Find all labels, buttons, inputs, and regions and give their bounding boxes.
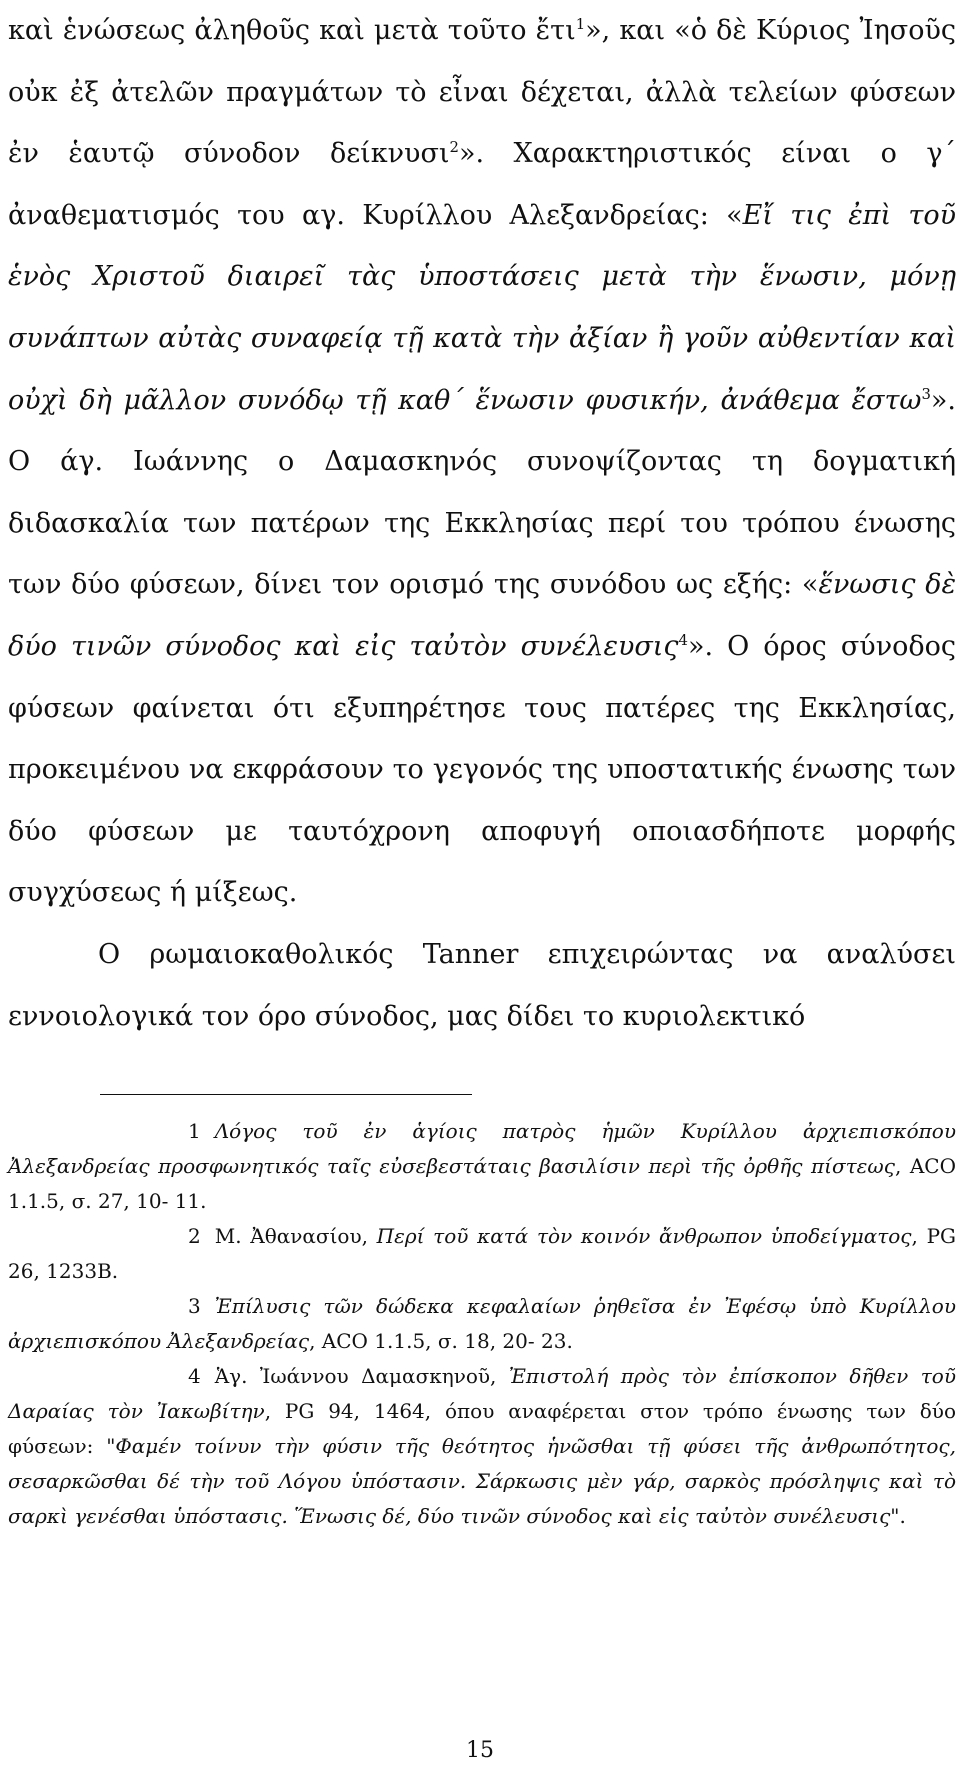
p1-italic-quote-2: ἕνωσις δὲ δύο τινῶν σύνοδος καὶ εἰς ταὐτὸν συνέλευσις xyxy=(8,569,956,662)
footnote-ref-2: 2 xyxy=(449,138,459,157)
footnote-number: 4 xyxy=(188,1364,201,1388)
p1-text-3: ». Χαρακτηριστικός είναι ο γ΄ ἀναθεματισμός του αγ. Κυρίλλου Αλεξανδρείας: « xyxy=(8,138,956,231)
footnote-3 xyxy=(8,1289,956,1359)
footnote-number: 2 xyxy=(188,1224,201,1248)
footnote-italic: Ἐπιστολή πρὸς τὸν ἐπίσκοπον δῆθεν τοῦ Δαραίας τὸν Ἰακωβίτην xyxy=(8,1364,956,1423)
footnote-ref-4: 4 xyxy=(678,630,688,649)
footnote-1 xyxy=(8,1114,956,1219)
footnote-4 xyxy=(8,1359,956,1534)
footnote-lead: Μ. Ἀθανασίου, xyxy=(214,1224,377,1248)
footnote-number: 3 xyxy=(188,1294,201,1318)
p1-text-4: ». Ο άγ. Ιωάννης ο Δαμασκηνός συνοψίζοντας τη δογματική διδασκαλία των πατέρων της Εκκλησίας περί του τρόπου ένωσης των δύο φύσεων, δίνει τον ορισμό της συνόδου ως εξής: « xyxy=(8,384,956,601)
footnote-ref-1: 1 xyxy=(575,15,586,33)
footnote-separator xyxy=(100,1094,472,1095)
footnote-tail: ". xyxy=(890,1504,906,1528)
footnote-italic: Περί τοῦ κατά τὸν κοινόν ἄνθρωπον ὑποδείγματος xyxy=(376,1224,912,1248)
p1-italic-quote-1: Εἴ τις ἐπὶ τοῦ ἑνὸς Χριστοῦ διαιρεῖ τὰς ὑποστάσεις μετὰ τὴν ἕνωσιν, μόνῃ συνάπτων αὐτὰς συναφείᾳ τῇ κατὰ τὴν ἀξίαν ἢ γοῦν αὐθεντίαν καὶ οὐχὶ δὴ μᾶλλον συνόδῳ τῇ καθ΄ ἕνωσιν φυσικήν, ἀνάθεμα ἔστω xyxy=(8,199,956,416)
footnote-number: 1 xyxy=(188,1119,201,1143)
footnote-text: , ACO 1.1.5, σ. 18, 20- 23. xyxy=(309,1329,573,1353)
footnote-2 xyxy=(8,1219,956,1289)
paragraph-1 xyxy=(8,0,956,924)
p1-text-5: ». Ο όρος σύνοδος φύσεων φαίνεται ότι εξυπηρέτησε τους πατέρες της Εκκλησίας, προκειμένου να εκφράσουν το γεγονός της υποστατικής ένωσης των δύο φύσεων με ταυτόχρονη αποφυγή οποιασδήποτε μορφής συγχύσεως ή μίξεως. xyxy=(8,630,956,909)
footnote-italic: Ἐπίλυσις τῶν δώδεκα κεφαλαίων ῥηθεῖσα ἐν Ἐφέσῳ ὑπὸ Κυρίλλου ἀρχιεπισκόπου Ἀλεξανδρείας xyxy=(8,1294,956,1353)
paragraph-2: Ο ρωμαιοκαθολικός Tanner επιχειρώντας να αναλύσει εννοιολογικά τον όρο σύνοδος, μας δίδει το κυριολεκτικό xyxy=(8,938,956,1032)
footnote-italic: Λόγος τοῦ ἐν ἁγίοις πατρὸς ἡμῶν Κυρίλλου ἀρχιεπισκόπου Ἀλεξανδρείας προσφωνητικός ταῖς εὐσεβεστάταις βασιλίσιν περὶ τῆς ὀρθῆς πίστεως xyxy=(8,1119,956,1178)
footnote-lead: Ἁγ. Ἰωάννου Δαμασκηνοῦ, xyxy=(214,1364,509,1388)
page-number: 15 xyxy=(466,1738,494,1763)
footnote-text: , PG 94, 1464, όπου αναφέρεται στον τρόπο ένωσης των δύο φύσεων: " xyxy=(8,1399,956,1458)
main-text xyxy=(8,0,956,1047)
p1-text-2: », και «ὁ δὲ Κύριος Ἰησοῦς οὐκ ἐξ ἀτελῶν πραγμάτων τὸ εἶναι δέχεται, ἀλλὰ τελείων φύσεων ἐν ἑαυτῷ σύνοδον δείκνυσι xyxy=(8,15,956,170)
footnote-ref-3: 3 xyxy=(921,384,931,403)
footnote-italic-quote: Φαμέν τοίνυν τὴν φύσιν τῆς θεότητος ἡνῶσθαι τῇ φύσει τῆς ἀνθρωπότητος, σεσαρκῶσθαι δέ τὴν τοῦ Λόγου ὑπόστασιν. Σάρκωσις μὲν γάρ, σαρκὸς πρόσληψις καὶ τὸ σαρκὶ γενέσθαι ὑπόστασις. Ἕνωσις δέ, δύο τινῶν σύνοδος καὶ εἰς ταὐτὸν συνέλευσις xyxy=(8,1434,956,1528)
footnotes xyxy=(8,1114,956,1534)
footnote-text: , ACO 1.1.5, σ. 27, 10- 11. xyxy=(8,1154,957,1213)
p1-text-1: καὶ ἑνώσεως ἀληθοῦς καὶ μετὰ τοῦτο ἔτι xyxy=(8,15,576,46)
footnote-text: , PG 26, 1233B. xyxy=(8,1224,956,1283)
